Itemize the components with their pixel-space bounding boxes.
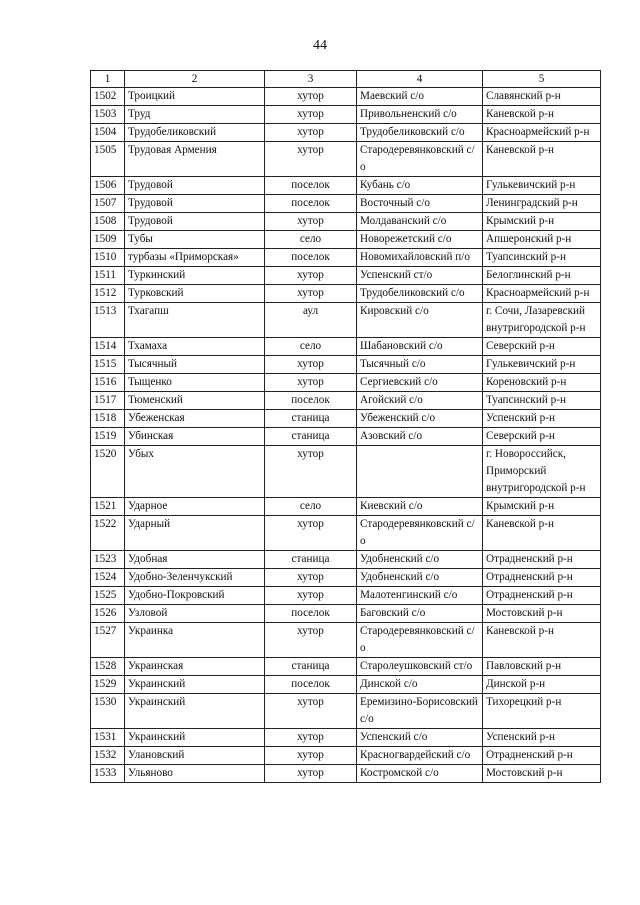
column-header: 1 bbox=[91, 71, 125, 88]
council-name: Азовский с/о bbox=[357, 428, 483, 446]
settlement-type: хутор bbox=[265, 516, 357, 551]
table-row bbox=[91, 106, 601, 124]
council-name: Костромской с/о bbox=[357, 765, 483, 783]
settlement-type: аул bbox=[265, 303, 357, 338]
council-name: Новомихайловский п/о bbox=[357, 249, 483, 267]
council-name: Стародеревянковский с/о bbox=[357, 142, 483, 177]
row-number: 1529 bbox=[91, 676, 125, 694]
district-name: Каневской р-н bbox=[483, 623, 601, 658]
row-number: 1523 bbox=[91, 551, 125, 569]
settlement-type: хутор bbox=[265, 587, 357, 605]
settlement-type: поселок bbox=[265, 605, 357, 623]
council-name: Малотенгинский с/о bbox=[357, 587, 483, 605]
table-row bbox=[91, 410, 601, 428]
settlement-name: Ударное bbox=[125, 498, 265, 516]
council-name: Сергиевский с/о bbox=[357, 374, 483, 392]
row-number: 1519 bbox=[91, 428, 125, 446]
column-header: 4 bbox=[357, 71, 483, 88]
settlement-name: турбазы «Приморская» bbox=[125, 249, 265, 267]
settlement-type: хутор bbox=[265, 694, 357, 729]
row-number: 1524 bbox=[91, 569, 125, 587]
settlement-type: хутор bbox=[265, 106, 357, 124]
settlement-type: хутор bbox=[265, 285, 357, 303]
district-name: Мостовский р-н bbox=[483, 765, 601, 783]
settlement-name: Троицкий bbox=[125, 88, 265, 106]
council-name bbox=[357, 446, 483, 498]
district-name: г. Сочи, Лазаревский внутригородской р-н bbox=[483, 303, 601, 338]
council-name: Киевский с/о bbox=[357, 498, 483, 516]
settlement-name: Ульяново bbox=[125, 765, 265, 783]
settlement-name: Тыщенко bbox=[125, 374, 265, 392]
table-row bbox=[91, 516, 601, 551]
district-name: Каневской р-н bbox=[483, 142, 601, 177]
settlement-name: Трудовая Армения bbox=[125, 142, 265, 177]
row-number: 1502 bbox=[91, 88, 125, 106]
row-number: 1533 bbox=[91, 765, 125, 783]
council-name: Шабановский с/о bbox=[357, 338, 483, 356]
row-number: 1513 bbox=[91, 303, 125, 338]
table-row bbox=[91, 338, 601, 356]
council-name: Стародеревянковский с/о bbox=[357, 623, 483, 658]
council-name: Стародеревянковский с/о bbox=[357, 516, 483, 551]
council-name: Баговский с/о bbox=[357, 605, 483, 623]
row-number: 1517 bbox=[91, 392, 125, 410]
district-name: Успенский р-н bbox=[483, 729, 601, 747]
council-name: Убеженский с/о bbox=[357, 410, 483, 428]
table-row bbox=[91, 267, 601, 285]
district-name: Северский р-н bbox=[483, 428, 601, 446]
council-name: Кировский с/о bbox=[357, 303, 483, 338]
settlement-name: Труд bbox=[125, 106, 265, 124]
settlement-name: Трудовой bbox=[125, 177, 265, 195]
row-number: 1514 bbox=[91, 338, 125, 356]
district-name: Гулькевичский р-н bbox=[483, 177, 601, 195]
district-name: Отрадненский р-н bbox=[483, 569, 601, 587]
district-name: Павловский р-н bbox=[483, 658, 601, 676]
district-name: Отрадненский р-н bbox=[483, 551, 601, 569]
row-number: 1516 bbox=[91, 374, 125, 392]
settlement-name: Тхамаха bbox=[125, 338, 265, 356]
table-row bbox=[91, 623, 601, 658]
table-row bbox=[91, 428, 601, 446]
settlement-name: Туркинский bbox=[125, 267, 265, 285]
page-number: 44 bbox=[313, 38, 327, 53]
table-row bbox=[91, 569, 601, 587]
district-name: Ленинградский р-н bbox=[483, 195, 601, 213]
row-number: 1525 bbox=[91, 587, 125, 605]
row-number: 1520 bbox=[91, 446, 125, 498]
row-number: 1521 bbox=[91, 498, 125, 516]
district-name: Славянский р-н bbox=[483, 88, 601, 106]
row-number: 1532 bbox=[91, 747, 125, 765]
settlement-type: село bbox=[265, 498, 357, 516]
table-row bbox=[91, 356, 601, 374]
column-header: 2 bbox=[125, 71, 265, 88]
district-name: Мостовский р-н bbox=[483, 605, 601, 623]
row-number: 1528 bbox=[91, 658, 125, 676]
table-row bbox=[91, 658, 601, 676]
settlement-type: хутор bbox=[265, 88, 357, 106]
settlement-type: поселок bbox=[265, 249, 357, 267]
table-row bbox=[91, 498, 601, 516]
table-row bbox=[91, 124, 601, 142]
settlement-type: станица bbox=[265, 410, 357, 428]
row-number: 1508 bbox=[91, 213, 125, 231]
district-name: Динской р-н bbox=[483, 676, 601, 694]
row-number: 1512 bbox=[91, 285, 125, 303]
table-row bbox=[91, 213, 601, 231]
table-row bbox=[91, 694, 601, 729]
row-number: 1527 bbox=[91, 623, 125, 658]
district-name: Красноармейский р-н bbox=[483, 285, 601, 303]
district-name: Гулькевичский р-н bbox=[483, 356, 601, 374]
table-row bbox=[91, 392, 601, 410]
district-name: Успенский р-н bbox=[483, 410, 601, 428]
settlement-name: Ударный bbox=[125, 516, 265, 551]
table-row bbox=[91, 587, 601, 605]
council-name: Маевский с/о bbox=[357, 88, 483, 106]
council-name: Трудобеликовский с/о bbox=[357, 124, 483, 142]
council-name: Привольненский с/о bbox=[357, 106, 483, 124]
district-name: Кореновский р-н bbox=[483, 374, 601, 392]
table-row bbox=[91, 249, 601, 267]
district-name: г. Новороссийск, Приморский внутригородской р-н bbox=[483, 446, 601, 498]
settlement-name: Турковский bbox=[125, 285, 265, 303]
row-number: 1509 bbox=[91, 231, 125, 249]
council-name: Красногвардейский с/о bbox=[357, 747, 483, 765]
district-name: Отрадненский р-н bbox=[483, 587, 601, 605]
district-name: Каневской р-н bbox=[483, 106, 601, 124]
column-header: 5 bbox=[483, 71, 601, 88]
settlement-name: Удобно-Зеленчукский bbox=[125, 569, 265, 587]
settlement-name: Удобно-Покровский bbox=[125, 587, 265, 605]
settlement-name: Тубы bbox=[125, 231, 265, 249]
district-name: Северский р-н bbox=[483, 338, 601, 356]
council-name: Кубань с/о bbox=[357, 177, 483, 195]
settlement-type: село bbox=[265, 231, 357, 249]
settlement-type: хутор bbox=[265, 124, 357, 142]
table-row bbox=[91, 551, 601, 569]
settlement-name: Убеженская bbox=[125, 410, 265, 428]
settlement-name: Убых bbox=[125, 446, 265, 498]
settlement-type: хутор bbox=[265, 446, 357, 498]
council-name: Тысячный с/о bbox=[357, 356, 483, 374]
settlements-table bbox=[90, 70, 601, 783]
settlement-name: Убинская bbox=[125, 428, 265, 446]
settlement-name: Трудовой bbox=[125, 195, 265, 213]
council-name: Удобненский с/о bbox=[357, 551, 483, 569]
settlement-type: хутор bbox=[265, 213, 357, 231]
settlement-name: Тхагапш bbox=[125, 303, 265, 338]
district-name: Отрадненский р-н bbox=[483, 747, 601, 765]
settlement-type: хутор bbox=[265, 569, 357, 587]
row-number: 1503 bbox=[91, 106, 125, 124]
table-row bbox=[91, 765, 601, 783]
district-name: Белоглинский р-н bbox=[483, 267, 601, 285]
settlement-type: станица bbox=[265, 428, 357, 446]
table-row bbox=[91, 142, 601, 177]
council-name: Успенский с/о bbox=[357, 729, 483, 747]
settlement-type: хутор bbox=[265, 623, 357, 658]
district-name: Красноармейский р-н bbox=[483, 124, 601, 142]
settlement-type: хутор bbox=[265, 765, 357, 783]
settlement-name: Тюменский bbox=[125, 392, 265, 410]
row-number: 1522 bbox=[91, 516, 125, 551]
header-row bbox=[91, 71, 601, 88]
table-row bbox=[91, 729, 601, 747]
table-row bbox=[91, 747, 601, 765]
settlement-type: хутор bbox=[265, 142, 357, 177]
settlement-name: Улановский bbox=[125, 747, 265, 765]
table-row bbox=[91, 446, 601, 498]
settlement-name: Трудобеликовский bbox=[125, 124, 265, 142]
district-name: Тихорецкий р-н bbox=[483, 694, 601, 729]
row-number: 1507 bbox=[91, 195, 125, 213]
settlement-type: хутор bbox=[265, 374, 357, 392]
settlement-type: хутор bbox=[265, 729, 357, 747]
table-row bbox=[91, 605, 601, 623]
settlement-type: село bbox=[265, 338, 357, 356]
settlement-name: Украинский bbox=[125, 694, 265, 729]
district-name: Крымский р-н bbox=[483, 498, 601, 516]
council-name: Динской с/о bbox=[357, 676, 483, 694]
district-name: Туапсинский р-н bbox=[483, 392, 601, 410]
row-number: 1518 bbox=[91, 410, 125, 428]
settlement-type: хутор bbox=[265, 356, 357, 374]
settlement-type: поселок bbox=[265, 177, 357, 195]
table-row bbox=[91, 303, 601, 338]
council-name: Еремизино-Борисовский с/о bbox=[357, 694, 483, 729]
row-number: 1504 bbox=[91, 124, 125, 142]
district-name: Апшеронский р-н bbox=[483, 231, 601, 249]
settlement-type: хутор bbox=[265, 747, 357, 765]
table-row bbox=[91, 195, 601, 213]
table-row bbox=[91, 231, 601, 249]
row-number: 1506 bbox=[91, 177, 125, 195]
row-number: 1505 bbox=[91, 142, 125, 177]
table-row bbox=[91, 177, 601, 195]
settlement-type: поселок bbox=[265, 195, 357, 213]
table-row bbox=[91, 374, 601, 392]
row-number: 1515 bbox=[91, 356, 125, 374]
council-name: Удобненский с/о bbox=[357, 569, 483, 587]
council-name: Молдаванский с/о bbox=[357, 213, 483, 231]
council-name: Успенский ст/о bbox=[357, 267, 483, 285]
settlement-name: Украинский bbox=[125, 729, 265, 747]
row-number: 1531 bbox=[91, 729, 125, 747]
row-number: 1511 bbox=[91, 267, 125, 285]
settlement-name: Удобная bbox=[125, 551, 265, 569]
row-number: 1526 bbox=[91, 605, 125, 623]
council-name: Трудобеликовский с/о bbox=[357, 285, 483, 303]
settlement-name: Трудовой bbox=[125, 213, 265, 231]
council-name: Старолеушковский ст/о bbox=[357, 658, 483, 676]
settlement-type: станица bbox=[265, 658, 357, 676]
row-number: 1530 bbox=[91, 694, 125, 729]
council-name: Новорежетский с/о bbox=[357, 231, 483, 249]
district-name: Туапсинский р-н bbox=[483, 249, 601, 267]
settlement-type: станица bbox=[265, 551, 357, 569]
settlement-type: поселок bbox=[265, 676, 357, 694]
table-row bbox=[91, 676, 601, 694]
row-number: 1510 bbox=[91, 249, 125, 267]
settlement-type: поселок bbox=[265, 392, 357, 410]
settlement-type: хутор bbox=[265, 267, 357, 285]
district-name: Каневской р-н bbox=[483, 516, 601, 551]
column-header: 3 bbox=[265, 71, 357, 88]
settlement-name: Украинская bbox=[125, 658, 265, 676]
settlement-name: Узловой bbox=[125, 605, 265, 623]
settlement-name: Тысячный bbox=[125, 356, 265, 374]
table-body bbox=[91, 71, 601, 783]
table-row bbox=[91, 88, 601, 106]
settlement-name: Украинский bbox=[125, 676, 265, 694]
district-name: Крымский р-н bbox=[483, 213, 601, 231]
settlement-name: Украинка bbox=[125, 623, 265, 658]
table-row bbox=[91, 285, 601, 303]
council-name: Восточный с/о bbox=[357, 195, 483, 213]
council-name: Агойский с/о bbox=[357, 392, 483, 410]
